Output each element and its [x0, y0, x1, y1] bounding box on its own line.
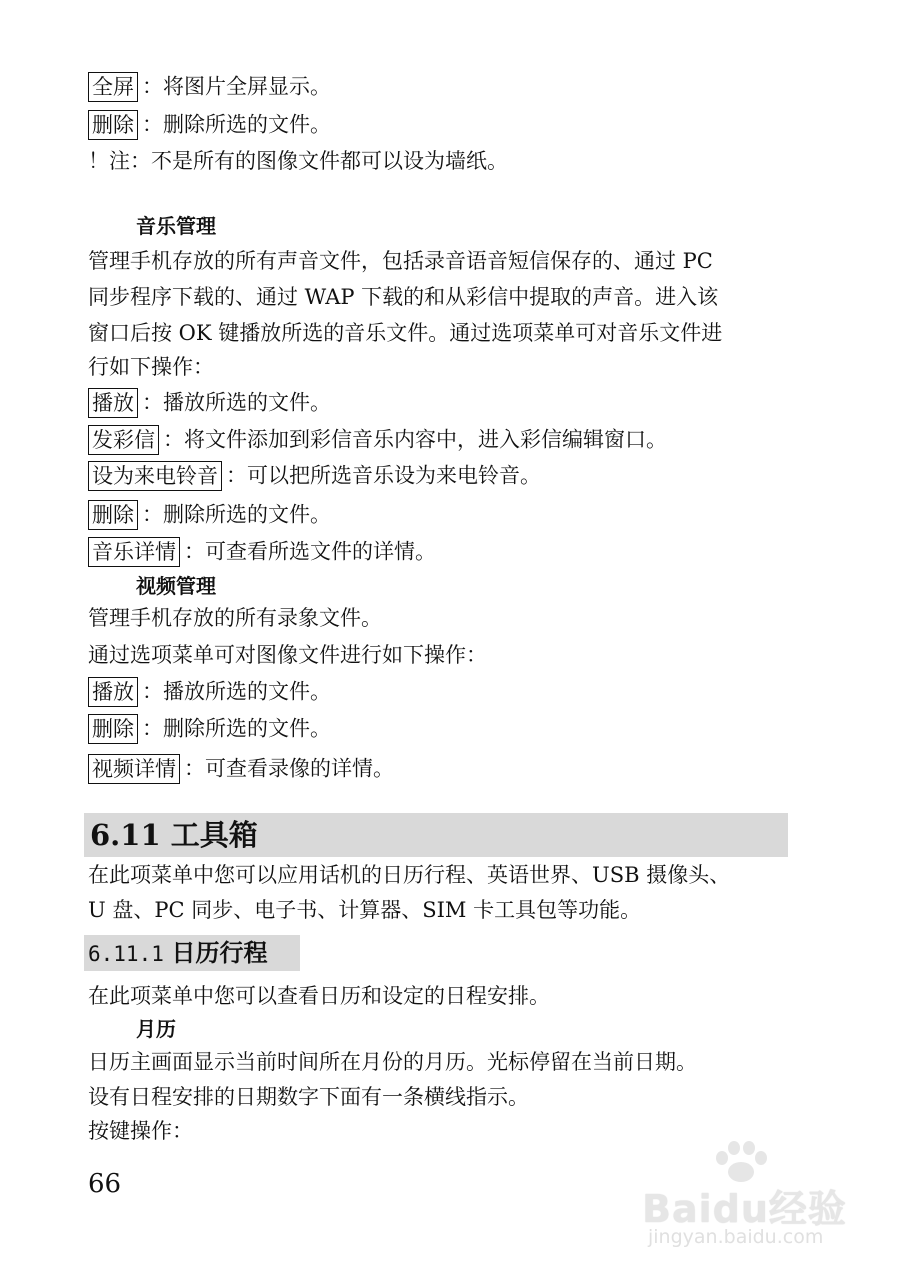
paragraph-line: 在此项菜单中您可以应用话机的日历行程、英语世界、USB 摄像头、	[88, 863, 731, 887]
option-item-delete	[88, 712, 331, 744]
paragraph-line: 窗口后按 OK 键播放所选的音乐文件。通过选项菜单可对音乐文件进	[88, 321, 723, 345]
option-item-send-mms	[88, 423, 667, 455]
subsection-heading-band	[84, 935, 300, 971]
paragraph-line: 行如下操作：	[88, 355, 214, 379]
watermark-url: jingyan.baidu.com	[648, 1226, 824, 1248]
watermark-logo: Baidu经验	[642, 1187, 847, 1231]
section-heading-band	[84, 813, 788, 857]
calendar-heading: 月历	[136, 1017, 176, 1041]
paragraph-line: 管理手机存放的所有录象文件。	[88, 606, 382, 630]
paragraph-line: 按键操作：	[88, 1119, 193, 1143]
option-key-label: 设为来电铃音	[88, 461, 222, 491]
note-text: ！注：不是所有的图像文件都可以设为墙纸。	[88, 149, 508, 173]
option-description: ：删除所选的文件。	[142, 112, 331, 137]
paragraph-line: 日历主画面显示当前时间所在月份的月历。光标停留在当前日期。	[88, 1050, 697, 1074]
subsection-name: 日历行程	[171, 938, 268, 967]
option-description: ：删除所选的文件。	[142, 502, 331, 527]
option-key-label: 发彩信	[88, 425, 159, 455]
paragraph-line: 设有日程安排的日期数字下面有一条横线指示。	[88, 1085, 529, 1109]
option-description: ：删除所选的文件。	[142, 716, 331, 741]
music-heading: 音乐管理	[136, 214, 216, 238]
subsection-number: 6.11.1	[88, 942, 164, 966]
option-key-label: 删除	[88, 714, 138, 744]
option-description: ：将文件添加到彩信音乐内容中，进入彩信编辑窗口。	[163, 427, 667, 452]
paragraph-line: U 盘、PC 同步、电子书、计算器、SIM 卡工具包等功能。	[88, 898, 642, 922]
option-description: ：可查看录像的详情。	[184, 756, 394, 781]
option-description: ：可以把所选音乐设为来电铃音。	[226, 463, 541, 488]
option-key-label: 播放	[88, 677, 138, 707]
option-key-label: 音乐详情	[88, 537, 180, 567]
option-item-video-details	[88, 752, 394, 784]
subsection-title	[88, 936, 268, 971]
option-item-play	[88, 675, 331, 707]
paragraph-line: 在此项菜单中您可以查看日历和设定的日程安排。	[88, 984, 550, 1008]
option-description: ：播放所选的文件。	[142, 390, 331, 415]
section-title: 6.11 工具箱	[90, 818, 258, 852]
option-item-delete	[88, 498, 331, 530]
option-description: ：可查看所选文件的详情。	[184, 539, 436, 564]
option-key-label: 播放	[88, 388, 138, 418]
option-item-delete	[88, 108, 331, 140]
option-key-label: 全屏	[88, 72, 138, 102]
option-item-music-details	[88, 535, 436, 567]
option-key-label: 视频详情	[88, 754, 180, 784]
paragraph-line: 管理手机存放的所有声音文件，包括录音语音短信保存的、通过 PC	[88, 249, 713, 273]
option-key-label: 删除	[88, 500, 138, 530]
option-item-play	[88, 386, 331, 418]
option-item-set-ringtone	[88, 459, 541, 491]
option-description: ：将图片全屏显示。	[142, 74, 331, 99]
option-key-label: 删除	[88, 110, 138, 140]
page-number: 66	[88, 1169, 122, 1199]
option-item-fullscreen	[88, 70, 331, 102]
paragraph-line: 同步程序下载的、通过 WAP 下载的和从彩信中提取的声音。进入该	[88, 285, 719, 309]
option-description: ：播放所选的文件。	[142, 679, 331, 704]
paragraph-line: 通过选项菜单可对图像文件进行如下操作：	[88, 643, 487, 667]
video-heading: 视频管理	[136, 574, 216, 598]
